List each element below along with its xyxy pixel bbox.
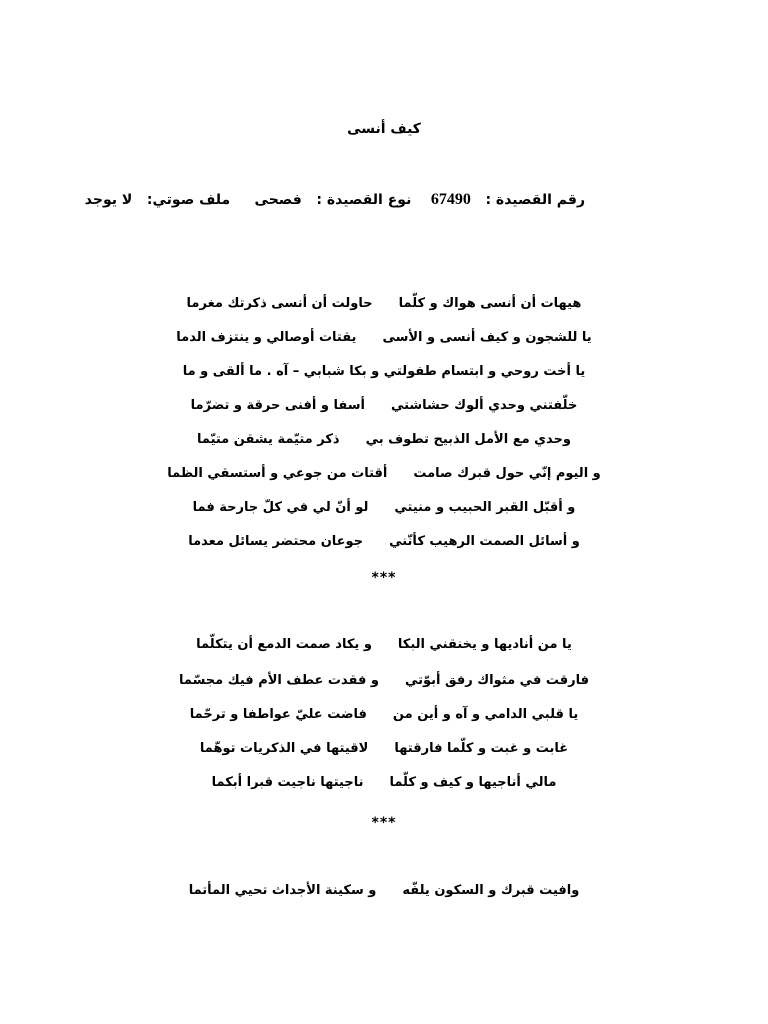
verse-second-half: و فقدت عطف الأم فيك مجسّما (178, 673, 379, 688)
verse-second-half: يقتات أوصالي و ينتزف الدما (176, 330, 357, 345)
verse-second-half: جوعان محتضر يسائل معدما (188, 534, 364, 549)
verse-line (0, 637, 768, 663)
poem-number-value: 67490 (430, 191, 471, 208)
verse-second-half: و سكينة الأجداث تحيي المأتما (188, 883, 377, 898)
audio-file-label: ملف صوتي: (146, 192, 231, 208)
verse-line (0, 707, 768, 733)
verse-first-half: يا من أناديها و يخنقني البكا (397, 637, 572, 652)
verse-first-half: و أسائل الصمت الرهيب كأنّني (389, 534, 580, 549)
verse-second-half: ذكر متيّمة يشقن متيّما (196, 432, 340, 447)
verse-second-half: حاولت أن أنسى ذكرتك مغرما (186, 296, 373, 311)
verse-first-half: يا قلبي الدامي و آه و أين من (392, 707, 579, 722)
poem-type-label: نوع القصيدة : (316, 192, 412, 208)
verse-line (0, 534, 768, 560)
stanza-separator: *** (371, 570, 397, 586)
verse-second-half: أسفا و أفنى حرقة و تضرّما (190, 398, 365, 413)
poem-type-value: فصحى (254, 192, 302, 208)
verse-line (0, 330, 768, 356)
verse-second-half: لاقيتها في الذكريات توهّما (199, 741, 369, 756)
verse-first-half: وافيت قبرك و السكون يلفّه (402, 883, 580, 898)
verse-first-half: يا للشجون و كيف أنسى و الأسى (382, 330, 592, 345)
verse-second-half: لو أنّ لي في كلّ جارحة فما (192, 500, 369, 515)
verse-line (0, 398, 768, 424)
verse-first-half: يا أخت روحي و ابتسام طفولتي و بكا شبابي – آه . ما ألقى و ما (182, 364, 586, 379)
verse-line (0, 883, 768, 909)
verse-line (0, 432, 768, 458)
poem-title: كيف أنسى (347, 121, 421, 137)
verse-line (0, 364, 768, 390)
verse-first-half: و أقبّل القبر الحبيب و منيتي (394, 500, 576, 515)
verse-second-half: ناجيتها ناجيت قبرا أبكما (211, 775, 364, 790)
verse-line (0, 741, 768, 767)
verse-first-half: خلّفتني وحدي ألوك حشاشتي (390, 398, 578, 413)
verse-first-half: و اليوم إنّي حول قبرك صامت (413, 466, 601, 481)
verse-second-half: أقتات من جوعي و أستسقي الظما (167, 466, 388, 481)
verse-first-half: وحدي مع الأمل الذبيح تطوف بي (365, 432, 572, 447)
poem-meta (85, 191, 585, 209)
verse-second-half: و يكاد صمت الدمع أن يتكلّما (196, 637, 372, 652)
verse-line (0, 500, 768, 526)
audio-file-value: لا يوجد (84, 192, 133, 208)
verse-first-half: غابت و غبت و كلّما فارقتها (394, 741, 569, 756)
verse-first-half: هيهات أن أنسى هواك و كلّما (398, 296, 582, 311)
stanza-separator: *** (371, 815, 397, 831)
verse-line (0, 673, 768, 699)
verse-first-half: فارقت في مثواك رفق أبوّتي (404, 673, 590, 688)
verse-line (0, 775, 768, 801)
verse-line (0, 296, 768, 322)
verse-line (0, 466, 768, 492)
verse-second-half: فاضت عليّ عواطفا و ترحّما (189, 707, 367, 722)
verse-first-half: مالي أناجيها و كيف و كلّما (389, 775, 557, 790)
poem-number-label: رقم القصيدة : (485, 192, 585, 208)
